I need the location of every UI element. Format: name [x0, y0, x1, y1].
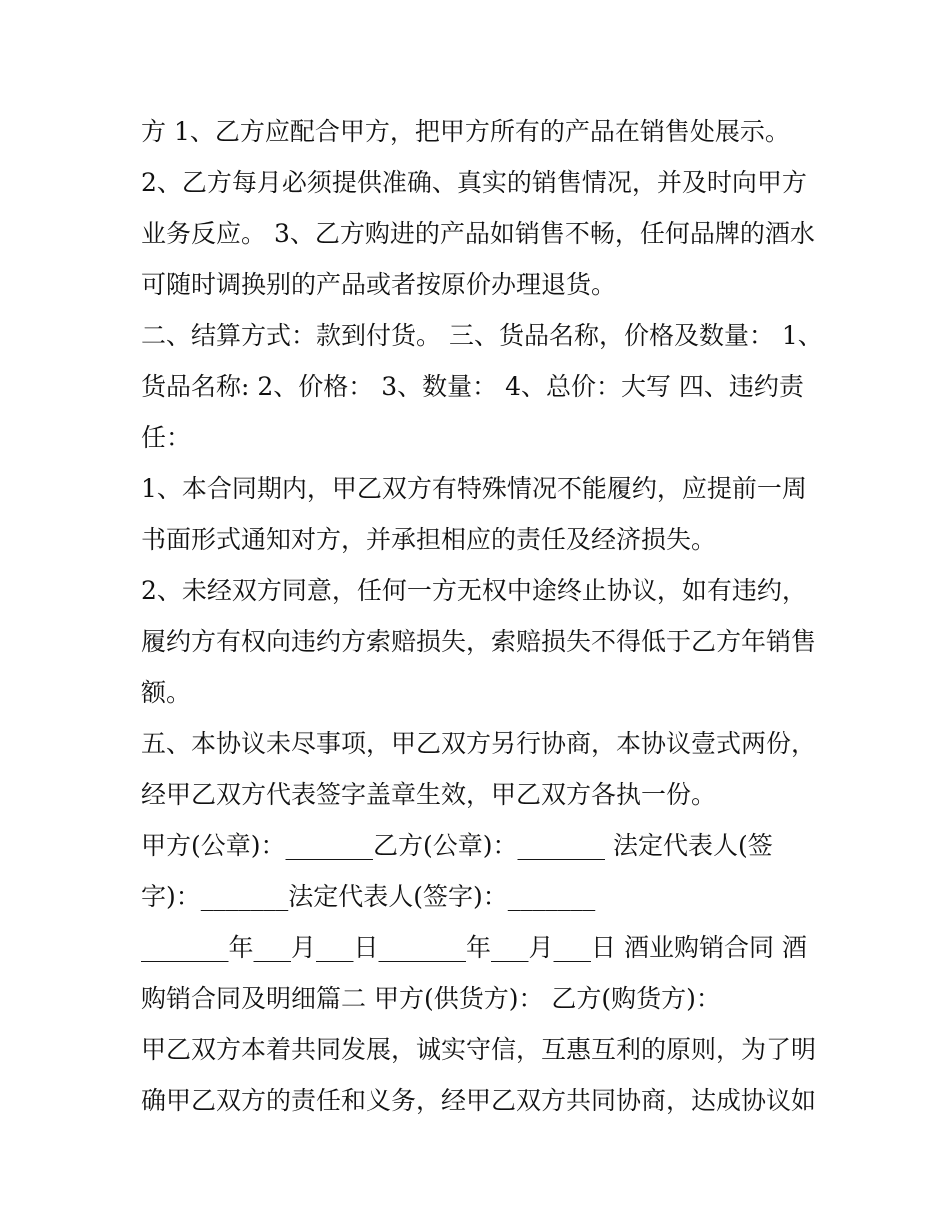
- date-line: _______年___月___日_______年___月___日 酒业购销合同 酒: [141, 933, 807, 962]
- text-line: 方 1、乙方应配合甲方，把甲方所有的产品在销售处展示。: [141, 117, 790, 146]
- text-line: 业务反应。 3、乙方购进的产品如销售不畅，任何品牌的酒水: [141, 219, 815, 248]
- text-line: 任：: [141, 423, 192, 452]
- text-line: 2、未经双方同意，任何一方无权中途终止协议，如有违约，: [141, 576, 807, 605]
- text-line: 额。: [141, 678, 192, 707]
- text-line: 甲乙双方本着共同发展，诚实守信，互惠互利的原则，为了明: [141, 1035, 817, 1064]
- text-line: 1、本合同期内，甲乙双方有特殊情况不能履约，应提前一周: [141, 474, 807, 503]
- text-line: 可随时调换别的产品或者按原价办理退货。: [141, 270, 617, 299]
- text-line: 2、乙方每月必须提供准确、真实的销售情况，并及时向甲方: [141, 168, 807, 197]
- text-line: 二、结算方式：款到付货。 三、货品名称，价格及数量： 1、: [141, 321, 823, 350]
- text-line: 五、本协议未尽事项，甲乙双方另行协商，本协议壹式两份，: [141, 729, 817, 758]
- text-line: 书面形式通知对方，并承担相应的责任及经济损失。: [141, 525, 717, 554]
- document-body: [141, 106, 821, 1126]
- text-line: 购销合同及明细篇二 甲方(供货方)： 乙方(购货方)：: [141, 984, 721, 1013]
- text-line: 货品名称: 2、价格： 3、数量： 4、总价：大写 四、违约责: [141, 372, 804, 401]
- signature-line: 字)：_______法定代表人(签字)：_______: [141, 882, 596, 911]
- text-line: 经甲乙双方代表签字盖章生效，甲乙双方各执一份。: [141, 780, 717, 809]
- text-line: 履约方有权向违约方索赔损失，索赔损失不得低于乙方年销售: [141, 627, 817, 656]
- signature-line: 甲方(公章)：_______乙方(公章)：_______ 法定代表人(签: [141, 831, 773, 860]
- text-line: 确甲乙双方的责任和义务，经甲乙双方共同协商，达成协议如: [141, 1086, 817, 1115]
